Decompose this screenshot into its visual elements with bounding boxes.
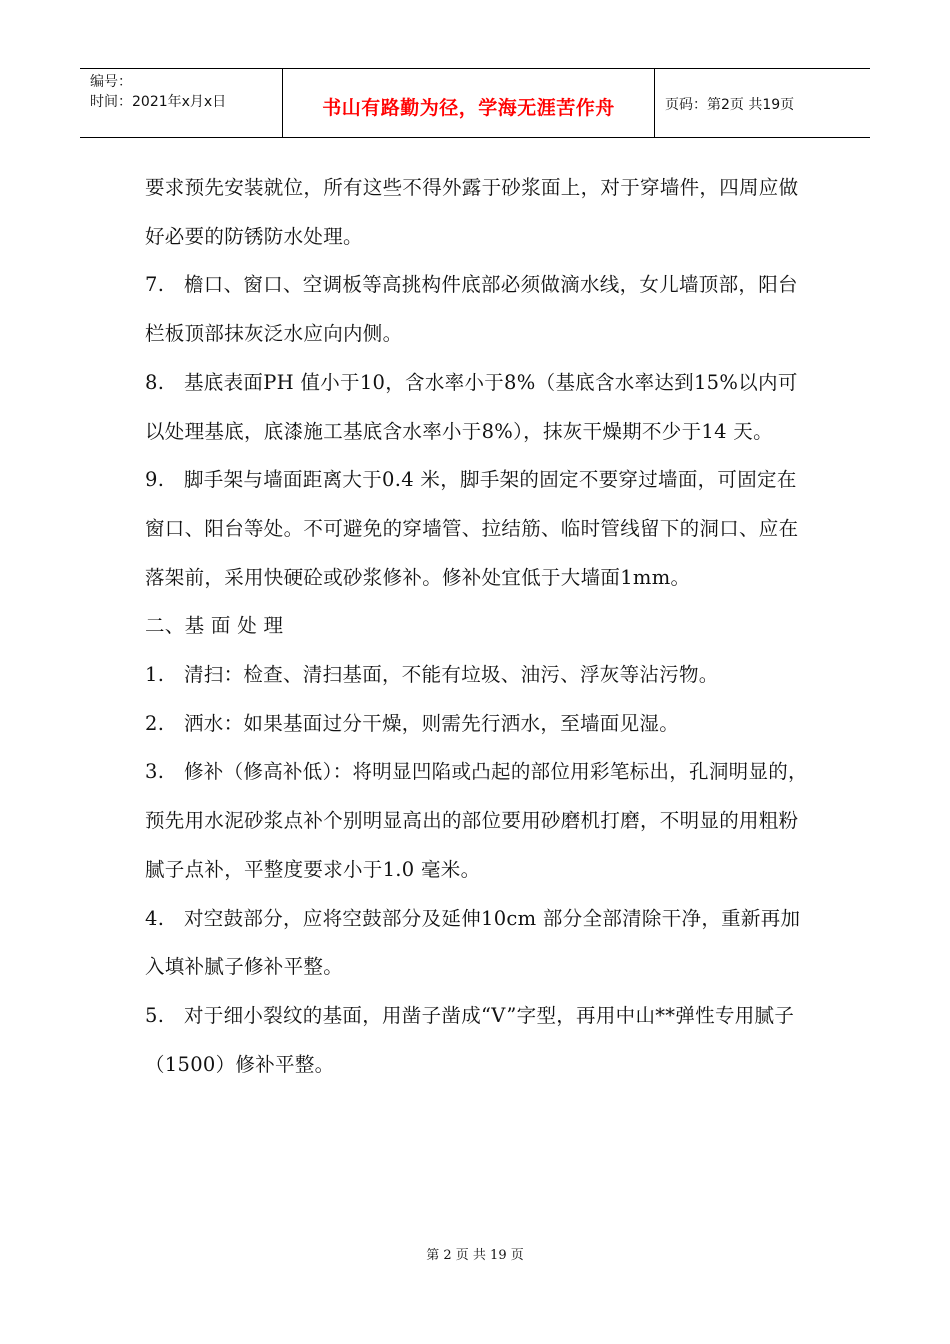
paragraph: 5. 对于细小裂纹的基面，用凿子凿成“V”字型，再用中山**弹性专用腻子（1500）修补平整。 [145,1003,795,1076]
header-page-cell [655,69,870,137]
paragraph: 8. 基底表面PH 值小于10，含水率小于8%（基底含水率达到15%以内可以处理基底，底漆施工基底含水率小于8%），抹灰干燥期不少于14 天。 [145,370,798,443]
paragraph: 4. 对空鼓部分，应将空鼓部分及延伸10cm 部分全部清除干净，重新再加入填补腻子修补平整。 [145,906,801,979]
paragraph: 3. 修补（修高补低）：将明显凹陷或凸起的部位用彩笔标出，孔洞明显的，预先用水泥砂浆点补个别明显高出的部位要用砂磨机打磨，不明显的用粗粉腻子点补，平整度要求小于1.0 毫米。 [145,760,808,881]
page-footer: 第 2 页 共 19 页 [426,1248,524,1263]
section-heading: 二、基 面 处 理 [145,614,284,638]
header-info-cell [80,69,283,137]
page-header [80,68,870,138]
motto-text: 书山有路勤为径，学海无涯苦作舟 [322,97,615,119]
paragraph: 7. 檐口、窗口、空调板等高挑构件底部必须做滴水线，女儿墙顶部，阳台栏板顶部抹灰泛水应向内侧。 [145,273,798,346]
number-label: 编号： [90,74,132,90]
paragraph: 要求预先安装就位，所有这些不得外露于砂浆面上，对于穿墙件，四周应做好必要的防锈防水处理。 [145,176,799,248]
document-body [145,164,809,1089]
paragraph: 1. 清扫：检查、清扫基面，不能有垃圾、油污、浮灰等沾污物。 [145,663,719,687]
page-info: 页码：第2页 共19页 [665,97,795,113]
time-label: 时间：2021年x月x日 [90,94,227,110]
header-motto-cell [283,69,655,137]
paragraph: 2. 洒水：如果基面过分干燥，则需先行洒水，至墙面见湿。 [145,711,680,735]
paragraph: 9. 脚手架与墙面距离大于0.4 米，脚手架的固定不要穿过墙面，可固定在窗口、阳台等处。不可避免的穿墙管、拉结筋、临时管线留下的洞口、应在落架前，采用快硬砼或砂浆修补。修补处宜低于大墙面1mm。 [145,468,799,589]
